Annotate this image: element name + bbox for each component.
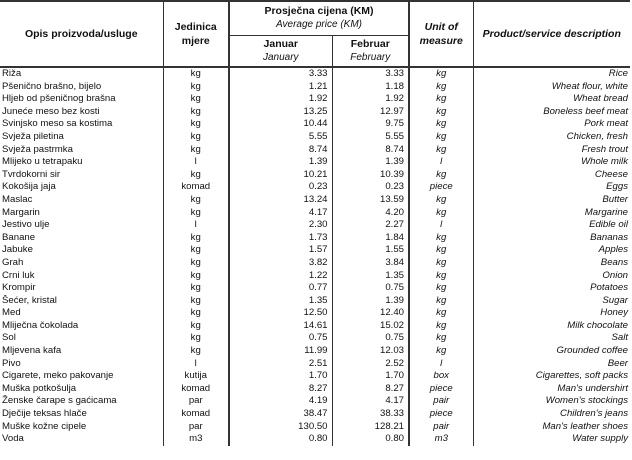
price-february: 3.33 (332, 67, 409, 81)
product-name: Muška potkošulja (2, 382, 77, 394)
price-january: 10.21 (229, 169, 332, 182)
table-row (0, 358, 630, 371)
price-january: 8.27 (229, 383, 332, 396)
price-january: 0.75 (229, 332, 332, 345)
product-name: Banane (2, 231, 36, 243)
product-description-en: Wheat bread (473, 93, 630, 106)
price-january: 0.77 (229, 282, 332, 295)
unit-en: l (440, 156, 443, 168)
unit-en: kg (436, 319, 447, 331)
product-name: Dječije teksas hlače (2, 408, 87, 420)
product-name: Tvrdokorni sir (2, 168, 61, 180)
product-description-en: Beer (473, 358, 630, 371)
unit-local: kg (163, 106, 229, 119)
table-row (0, 144, 630, 157)
product-name: Sol (2, 332, 16, 344)
header-description-local: Opis proizvoda/usluge (0, 1, 163, 67)
product-description-en: Rice (473, 67, 630, 81)
product-description-en: Salt (473, 332, 630, 345)
table-row (0, 232, 630, 245)
header-description-en: Product/service description (473, 1, 630, 67)
table-row (0, 295, 630, 308)
unit-local: komad (163, 181, 229, 194)
product-name: Voda (2, 433, 24, 445)
unit-local: kg (163, 345, 229, 358)
product-description-en: Butter (473, 194, 630, 207)
price-february: 1.92 (332, 93, 409, 106)
unit-en: kg (436, 231, 447, 243)
product-description-en: Beans (473, 257, 630, 270)
product-description-en: Onion (473, 270, 630, 283)
unit-en: kg (436, 282, 447, 294)
unit-local: kg (163, 144, 229, 157)
product-name: Ženske čarape s gaćicama (2, 395, 117, 407)
product-name: Jabuke (2, 244, 33, 256)
unit-en: m3 (434, 433, 448, 445)
product-name: Margarin (2, 206, 40, 218)
average-price-subtitle: Average price (KM) (276, 19, 362, 31)
unit-local: kg (163, 207, 229, 220)
unit-en: kg (436, 105, 447, 117)
product-name: Pivo (2, 357, 21, 369)
price-february: 3.84 (332, 257, 409, 270)
unit-local: kg (163, 257, 229, 270)
price-february: 0.75 (332, 332, 409, 345)
price-february: 4.20 (332, 207, 409, 220)
price-january: 3.33 (229, 67, 332, 81)
table-row (0, 67, 630, 81)
price-january: 1.92 (229, 93, 332, 106)
product-description-en: Women's stockings (473, 395, 630, 408)
product-description-en: Pork meat (473, 118, 630, 131)
price-february: 1.18 (332, 81, 409, 94)
table-row (0, 332, 630, 345)
header-month-january: Januar January (229, 35, 332, 67)
table-row (0, 156, 630, 169)
price-february: 15.02 (332, 320, 409, 333)
price-february: 1.39 (332, 156, 409, 169)
unit-local: kg (163, 118, 229, 131)
unit-en: l (440, 357, 443, 369)
product-name: Kokošija jaja (2, 181, 56, 193)
price-february: 1.35 (332, 270, 409, 283)
price-february: 38.33 (332, 408, 409, 421)
price-january: 13.24 (229, 194, 332, 207)
unit-local: kg (163, 232, 229, 245)
unit-local: kg (163, 270, 229, 283)
unit-local: kg (163, 67, 229, 81)
price-february: 1.39 (332, 295, 409, 308)
price-february: 12.40 (332, 307, 409, 320)
product-description-en: Edible oil (473, 219, 630, 232)
price-january: 11.99 (229, 345, 332, 358)
unit-local: kg (163, 81, 229, 94)
table-row (0, 320, 630, 333)
price-february: 2.27 (332, 219, 409, 232)
unit-en: kg (436, 294, 447, 306)
price-february: 8.74 (332, 144, 409, 157)
product-description-en: Potatoes (473, 282, 630, 295)
product-name: Svježa piletina (2, 130, 64, 142)
price-february: 12.03 (332, 345, 409, 358)
unit-en: kg (436, 206, 447, 218)
price-january: 10.44 (229, 118, 332, 131)
table-row (0, 181, 630, 194)
table-row (0, 118, 630, 131)
unit-en: kg (436, 143, 447, 155)
product-description-en: Wheat flour, white (473, 81, 630, 94)
table-row (0, 395, 630, 408)
unit-en: kg (436, 68, 447, 79)
unit-en: pair (433, 420, 450, 432)
table-row (0, 207, 630, 220)
unit-local: kg (163, 332, 229, 345)
price-february: 128.21 (332, 421, 409, 434)
price-january: 1.57 (229, 244, 332, 257)
product-name: Svinjsko meso sa kostima (2, 118, 113, 130)
price-february: 10.39 (332, 169, 409, 182)
table-row (0, 131, 630, 144)
price-january: 38.47 (229, 408, 332, 421)
product-name: Mljevena kafa (2, 345, 62, 357)
price-february: 0.75 (332, 282, 409, 295)
header-month-february: Februar February (332, 35, 409, 67)
unit-local: komad (163, 383, 229, 396)
header-unit-local: Jedinica mjere (163, 1, 229, 67)
table-row (0, 282, 630, 295)
table-row (0, 421, 630, 434)
unit-en: piece (429, 408, 453, 420)
unit-local: kg (163, 93, 229, 106)
product-name: Grah (2, 256, 24, 268)
table-row (0, 345, 630, 358)
product-description-en: Cigarettes, soft packs (473, 370, 630, 383)
table-row (0, 169, 630, 182)
table-row (0, 219, 630, 232)
unit-en: kg (436, 80, 447, 92)
table-row (0, 270, 630, 283)
price-february: 1.84 (332, 232, 409, 245)
unit-local: kg (163, 169, 229, 182)
product-description-en: Fresh trout (473, 144, 630, 157)
unit-local: kg (163, 282, 229, 295)
product-description-en: Water supply (473, 433, 630, 446)
table-header (0, 1, 630, 67)
product-name: Krompir (2, 282, 36, 294)
product-name: Šećer, kristal (2, 294, 57, 306)
product-description-en: Bananas (473, 232, 630, 245)
product-description-en: Honey (473, 307, 630, 320)
unit-en: kg (436, 244, 447, 256)
header-average-price (229, 1, 409, 35)
price-january: 0.23 (229, 181, 332, 194)
average-price-title: Prosječna cijena (KM) (264, 5, 374, 18)
unit-en: kg (436, 307, 447, 319)
product-description-en: Cheese (473, 169, 630, 182)
price-january: 1.22 (229, 270, 332, 283)
unit-en: kg (436, 256, 447, 268)
unit-en: kg (436, 332, 447, 344)
product-description-en: Eggs (473, 181, 630, 194)
product-name: Mlijeko u tetrapaku (2, 156, 83, 168)
unit-en: kg (436, 193, 447, 205)
unit-local: kg (163, 131, 229, 144)
unit-en: kg (436, 168, 447, 180)
price-february: 1.70 (332, 370, 409, 383)
table-row (0, 433, 630, 446)
price-february: 0.23 (332, 181, 409, 194)
price-february: 9.75 (332, 118, 409, 131)
product-name: Hljeb od pšeničnog brašna (2, 93, 116, 105)
price-january: 13.25 (229, 106, 332, 119)
product-name: Riža (2, 68, 22, 79)
price-january: 4.17 (229, 207, 332, 220)
product-name: Svježa pastrmka (2, 143, 73, 155)
price-february: 12.97 (332, 106, 409, 119)
product-description-en: Margarine (473, 207, 630, 220)
unit-local: komad (163, 408, 229, 421)
unit-en: pair (433, 395, 450, 407)
price-january: 1.39 (229, 156, 332, 169)
product-description-en: Sugar (473, 295, 630, 308)
unit-local: kg (163, 194, 229, 207)
price-january: 130.50 (229, 421, 332, 434)
table-row (0, 370, 630, 383)
product-description-en: Milk chocolate (473, 320, 630, 333)
price-february: 8.27 (332, 383, 409, 396)
price-january: 1.21 (229, 81, 332, 94)
table-row (0, 307, 630, 320)
table-row (0, 383, 630, 396)
product-description-en: Grounded coffee (473, 345, 630, 358)
unit-local: kutija (163, 370, 229, 383)
price-january: 14.61 (229, 320, 332, 333)
price-february: 0.80 (332, 433, 409, 446)
product-name: Maslac (2, 193, 33, 205)
price-january: 12.50 (229, 307, 332, 320)
price-january: 5.55 (229, 131, 332, 144)
price-january: 0.80 (229, 433, 332, 446)
price-january: 8.74 (229, 144, 332, 157)
unit-local: l (163, 219, 229, 232)
table-row (0, 81, 630, 94)
unit-local: l (163, 156, 229, 169)
price-january: 2.30 (229, 219, 332, 232)
unit-en: box (433, 370, 449, 382)
product-description-en: Apples (473, 244, 630, 257)
price-january: 1.70 (229, 370, 332, 383)
product-description-en: Whole milk (473, 156, 630, 169)
table-row (0, 106, 630, 119)
unit-local: par (163, 395, 229, 408)
product-name: Crni luk (2, 269, 35, 281)
product-name: Cigarete, meko pakovanje (2, 370, 114, 382)
unit-en: piece (429, 382, 453, 394)
unit-local: m3 (163, 433, 229, 446)
product-description-en: Man's undershirt (473, 383, 630, 396)
table-row (0, 408, 630, 421)
unit-local: kg (163, 307, 229, 320)
table-body (0, 67, 630, 446)
unit-en: kg (436, 345, 447, 357)
unit-en: l (440, 219, 443, 231)
product-name: Pšenično brašno, bijelo (2, 80, 102, 92)
unit-en: kg (436, 269, 447, 281)
product-name: Med (2, 307, 21, 319)
unit-en: piece (429, 181, 453, 193)
price-february: 2.52 (332, 358, 409, 371)
table-row (0, 244, 630, 257)
unit-local: kg (163, 320, 229, 333)
price-february: 1.55 (332, 244, 409, 257)
price-february: 5.55 (332, 131, 409, 144)
price-january: 2.51 (229, 358, 332, 371)
product-description-en: Children's jeans (473, 408, 630, 421)
price-february: 13.59 (332, 194, 409, 207)
table-row (0, 257, 630, 270)
product-description-en: Man's leather shoes (473, 421, 630, 434)
product-description-en: Boneless beef meat (473, 106, 630, 119)
price-february: 4.17 (332, 395, 409, 408)
price-january: 4.19 (229, 395, 332, 408)
price-january: 1.35 (229, 295, 332, 308)
unit-en: kg (436, 130, 447, 142)
product-name: Juneće meso bez kosti (2, 105, 100, 117)
unit-local: l (163, 358, 229, 371)
price-january: 1.73 (229, 232, 332, 245)
unit-local: kg (163, 295, 229, 308)
header-unit-en: Unit of measure (409, 1, 473, 67)
product-name: Mliječna čokolada (2, 319, 79, 331)
unit-local: kg (163, 244, 229, 257)
price-january: 3.82 (229, 257, 332, 270)
unit-en: kg (436, 118, 447, 130)
unit-local: par (163, 421, 229, 434)
table-row (0, 194, 630, 207)
product-name: Muške kožne cipele (2, 420, 87, 432)
product-description-en: Chicken, fresh (473, 131, 630, 144)
product-name: Jestivo ulje (2, 219, 50, 231)
unit-en: kg (436, 93, 447, 105)
table-row (0, 93, 630, 106)
